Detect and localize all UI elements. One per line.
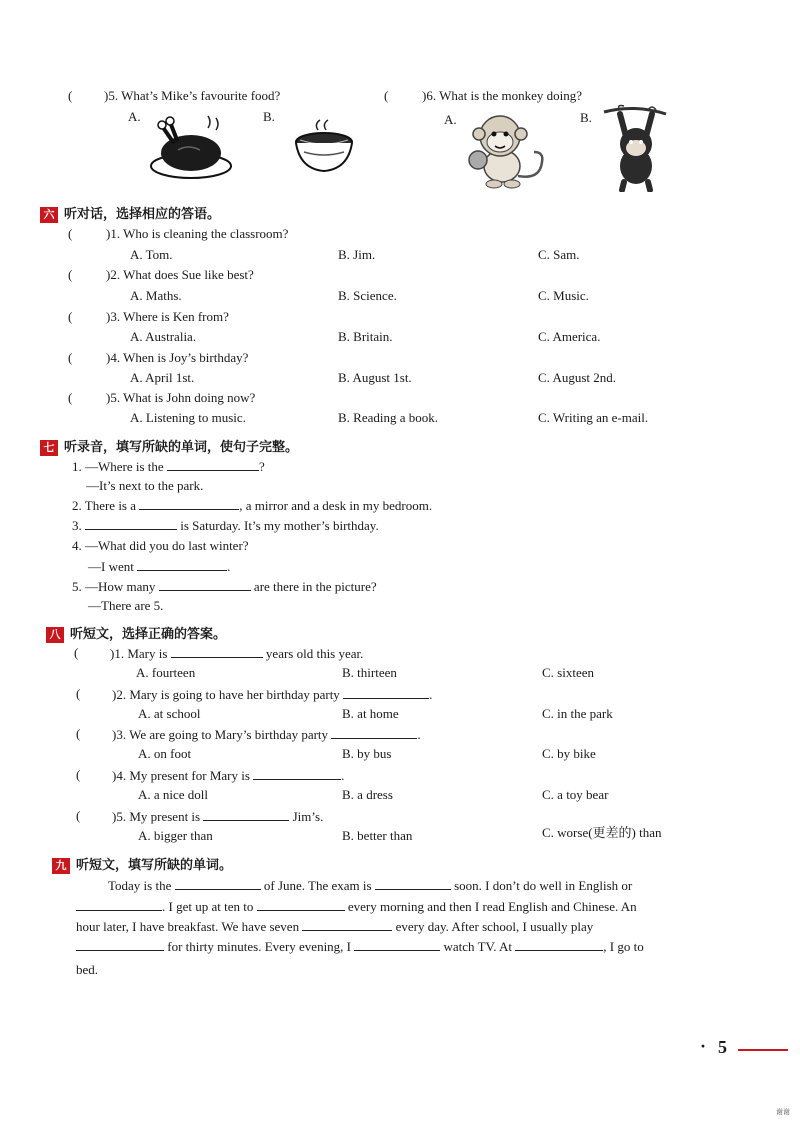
q5-option-a-label: A. [128,109,141,124]
s6-q4-option-b[interactable]: B. August 1st. [338,370,412,385]
s8-q1-option-c[interactable]: C. sixteen [542,665,594,680]
s8-q2-paren[interactable]: ( [76,686,81,701]
section-6-heading [40,207,220,223]
s9-line5: bed. [76,962,99,977]
s6-q4-option-a[interactable]: A. April 1st. [130,370,195,385]
s8-q5-option-a[interactable]: A. bigger than [138,828,213,843]
s7-blank-4[interactable] [137,558,227,571]
page-number-rule [738,1049,788,1051]
monkey-eating-icon[interactable] [462,108,548,192]
s9-line3: hour later, I have breakfast. We have seven every day. After school, I usually play [76,919,594,934]
section-7-title: 听录音，填写所缺的单词，使句子完整。 [64,440,299,455]
s6-q1-paren[interactable]: ( [68,226,73,241]
s8-q1-paren[interactable]: ( [74,645,79,660]
section-9-title: 听短文，填写所缺的单词。 [76,858,233,873]
s8-q4-option-a[interactable]: A. a nice doll [138,787,209,802]
s6-q3-question: )3. Where is Ken from? [106,309,229,324]
s6-q4-paren[interactable]: ( [68,350,73,365]
s7-blank-5[interactable] [159,578,251,591]
corner-watermark: 谢谢 [776,1108,790,1116]
s8-q2-question: )2. Mary is going to have her birthday party . [112,687,433,702]
s8-q3-question: )3. We are going to Mary’s birthday party . [112,727,421,742]
section-7-badge: 七 [40,440,58,456]
page-number: 5 [718,1037,727,1057]
s6-q1-option-c[interactable]: C. Sam. [538,247,580,262]
s6-q2-option-c[interactable]: C. Music. [538,288,589,303]
s6-q3-paren[interactable]: ( [68,309,73,324]
s8-q4-blank[interactable] [253,767,341,780]
s8-q5-option-b[interactable]: B. better than [342,828,413,843]
s8-q4-paren[interactable]: ( [76,767,81,782]
s8-q1-blank[interactable] [171,645,263,658]
s8-q2-option-a[interactable]: A. at school [138,706,201,721]
s8-q2-blank[interactable] [343,686,429,699]
s8-q3-option-c[interactable]: C. by bike [542,746,596,761]
s7-line1-answer: —It’s next to the park. [86,478,204,493]
s7-line3: 3. is Saturday. It’s my mother’s birthday. [72,518,379,533]
section-9-heading [52,858,232,874]
page-dot: · [700,1036,707,1056]
q6-option-b-label: B. [580,110,592,125]
s9-line1: Today is the of June. The exam is soon. I don’t do well in English or [108,878,633,893]
s7-line2: 2. There is a , a mirror and a desk in my bedroom. [72,498,433,513]
q5-option-b-label: B. [263,109,275,124]
s6-q1-option-a[interactable]: A. Tom. [130,247,173,262]
s8-q3-option-a[interactable]: A. on foot [138,746,192,761]
s7-blank-1[interactable] [167,458,259,471]
q6-option-a-label: A. [444,112,457,127]
s8-q2-option-b[interactable]: B. at home [342,706,399,721]
s8-q2-option-c[interactable]: C. in the park [542,706,613,721]
section-6-title: 听对话，选择相应的答语。 [64,207,221,222]
s6-q5-paren[interactable]: ( [68,390,73,405]
s6-q4-question: )4. When is Joy’s birthday? [106,350,249,365]
s6-q3-option-a[interactable]: A. Australia. [130,329,197,344]
s6-q2-paren[interactable]: ( [68,267,73,282]
s6-q1-option-b[interactable]: B. Jim. [338,247,376,262]
s9-blank-8[interactable] [515,938,603,951]
section-8-heading [46,627,226,643]
s6-q5-option-c[interactable]: C. Writing an e-mail. [538,410,649,425]
section-8-title: 听短文，选择正确的答案。 [70,627,227,642]
s7-blank-3[interactable] [85,517,177,530]
s9-blank-1[interactable] [175,877,261,890]
s8-q5-option-c[interactable]: C. worse(更差的) than [542,825,662,840]
q6-question: )6. What is the monkey doing? [422,88,583,103]
s6-q3-option-c[interactable]: C. America. [538,329,601,344]
section-7-heading [40,440,298,456]
s8-q3-blank[interactable] [331,726,417,739]
roast-chicken-icon[interactable] [148,108,234,180]
s7-line5-question: 5. —How many are there in the picture? [72,579,377,594]
s8-q4-question: )4. My present for Mary is . [112,768,345,783]
s9-blank-4[interactable] [257,898,345,911]
s7-line4-question: 4. —What did you do last winter? [72,538,249,553]
s8-q4-option-b[interactable]: B. a dress [342,787,393,802]
s6-q2-option-b[interactable]: B. Science. [338,288,397,303]
s9-blank-2[interactable] [375,877,451,890]
s9-line2: . I get up at ten to every morning and then I read English and Chinese. An [76,898,637,915]
s9-blank-3[interactable] [76,898,162,911]
section-6-badge: 六 [40,207,58,223]
s6-q5-option-a[interactable]: A. Listening to music. [130,410,246,425]
s6-q4-option-c[interactable]: C. August 2nd. [538,370,617,385]
s7-blank-2[interactable] [139,497,239,510]
s8-q5-question: )5. My present is Jim’s. [112,809,324,824]
s9-blank-7[interactable] [354,938,440,951]
s8-q1-question: )1. Mary is years old this year. [110,646,364,661]
s6-q2-option-a[interactable]: A. Maths. [130,288,182,303]
s9-blank-5[interactable] [302,918,392,931]
s6-q5-question: )5. What is John doing now? [106,390,256,405]
s6-q1-question: )1. Who is cleaning the classroom? [106,226,289,241]
s8-q4-option-c[interactable]: C. a toy bear [542,787,609,802]
s7-line1: 1. —Where is the ? [72,459,265,474]
s8-q1-option-b[interactable]: B. thirteen [342,665,397,680]
s8-q5-blank[interactable] [203,808,289,821]
section-9-badge: 九 [52,858,70,874]
monkey-hanging-icon[interactable] [598,104,674,192]
s6-q3-option-b[interactable]: B. Britain. [338,329,393,344]
s8-q5-paren[interactable]: ( [76,808,81,823]
s7-line5-answer: —There are 5. [88,598,164,613]
s8-q1-option-a[interactable]: A. fourteen [136,665,196,680]
s7-line4-answer: —I went . [88,559,231,574]
s9-blank-6[interactable] [76,938,164,951]
s6-q2-question: )2. What does Sue like best? [106,267,254,282]
noodle-bowl-icon[interactable] [292,118,356,178]
s6-q5-option-b[interactable]: B. Reading a book. [338,410,439,425]
s8-q3-option-b[interactable]: B. by bus [342,746,392,761]
q5-paren[interactable]: ( [68,88,73,103]
s9-line4: for thirty minutes. Every evening, I watch TV. At , I go to [76,938,644,955]
s8-q3-paren[interactable]: ( [76,726,81,741]
q5-question: )5. What’s Mike’s favourite food? [104,88,281,103]
q6-paren[interactable]: ( [384,88,389,103]
section-8-badge: 八 [46,627,64,643]
